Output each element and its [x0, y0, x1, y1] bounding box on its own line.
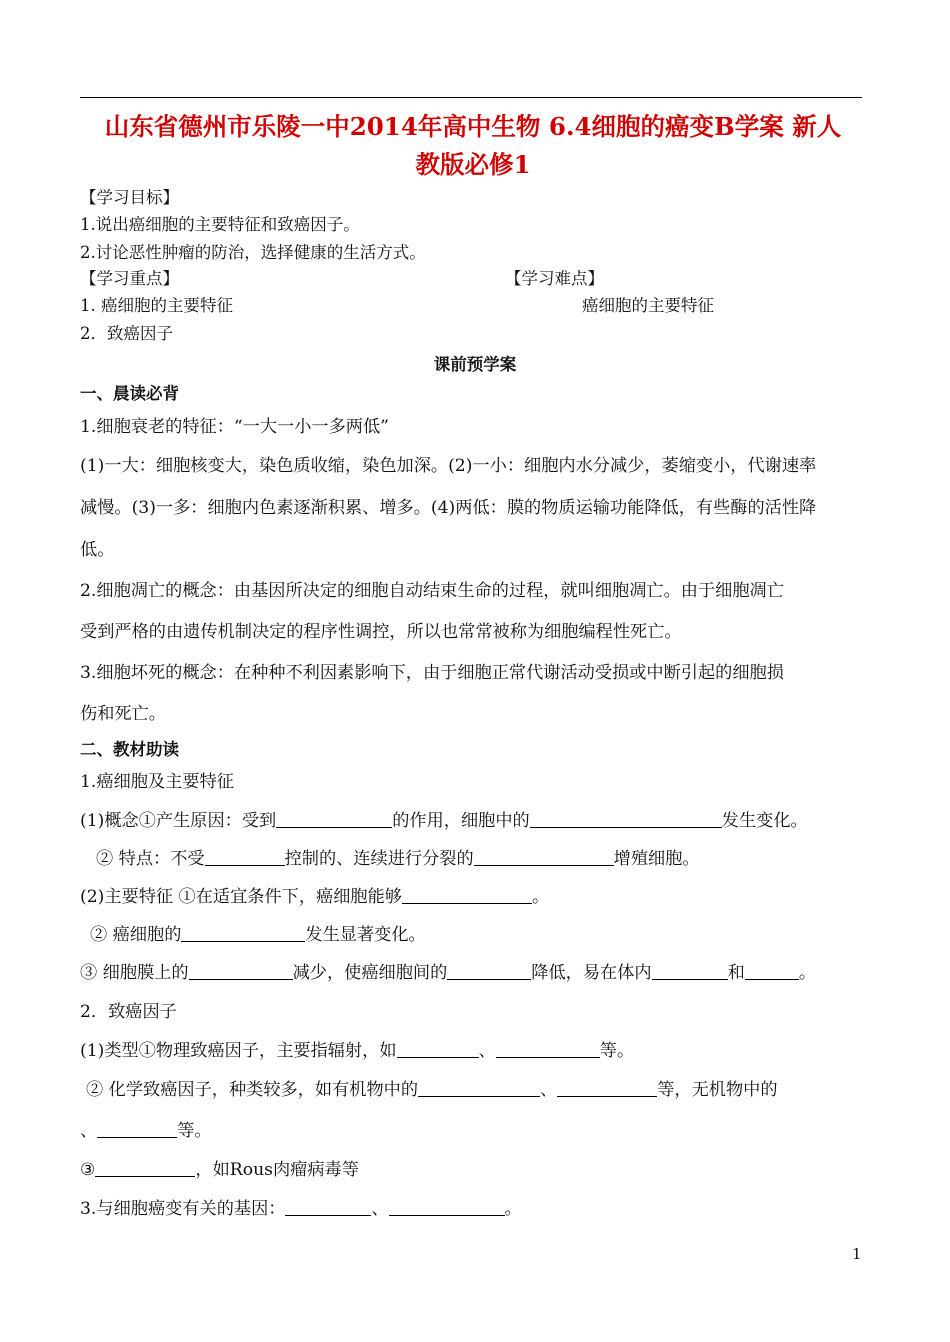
fill-blank[interactable] [652, 962, 728, 980]
q3-genes: 3.与细胞癌变有关的基因： 、 。 [80, 1199, 522, 1219]
q2-physical: (1)类型①物理致癌因子，主要指辐射，如 、 等。 [80, 1041, 635, 1061]
title-line-2: 教版必修1 [415, 150, 531, 179]
q1-feature: ② 特点：不受 控制的、连续进行分裂的 增殖细胞。 [96, 849, 700, 869]
aging-title: 1.细胞衰老的特征：“一大一小一多两低” [80, 417, 389, 437]
fill-blank[interactable] [95, 1159, 195, 1177]
section-title: 课前预学案 [433, 355, 517, 374]
part2-heading: 二、教材助读 [80, 740, 179, 759]
fill-blank[interactable] [530, 810, 722, 828]
q1-concept: (1)概念①产生原因：受到 的作用，细胞中的 发生变化。 [80, 811, 808, 831]
aging-text-line: 减慢。(3)一多：细胞内色素逐渐积累、增多。(4)两低：膜的物质运输功能降低，有些酶的活性降 [80, 498, 817, 518]
fill-blank[interactable] [474, 848, 614, 866]
key-point-item: 1. 癌细胞的主要特征 [80, 296, 233, 315]
q2-biological: ③ ，如Rous肉瘤病毒等 [80, 1160, 359, 1180]
necrosis-text-line: 伤和死亡。 [80, 704, 166, 724]
objective-item: 2.讨论恶性肿瘤的防治，选择健康的生活方式。 [80, 243, 426, 262]
part1-heading: 一、晨读必背 [80, 384, 179, 403]
fill-blank[interactable] [397, 1040, 479, 1058]
title-line-1: 山东省德州市乐陵一中2014年高中生物 6.4细胞的癌变B学案 新人 [104, 112, 842, 141]
difficulty-item: 癌细胞的主要特征 [582, 296, 714, 315]
fill-blank[interactable] [496, 1040, 600, 1058]
fill-blank[interactable] [402, 886, 532, 904]
fill-blank[interactable] [389, 1198, 505, 1216]
aging-text-line: 低。 [80, 540, 115, 560]
necrosis-text-line: 3.细胞坏死的概念：在种种不利因素影响下，由于细胞正常代谢活动受损或中断引起的细胞损 [80, 663, 784, 683]
top-rule [80, 97, 862, 98]
q1-main-feature-2: ② 癌细胞的 发生显著变化。 [90, 925, 426, 945]
fill-blank[interactable] [745, 962, 799, 980]
q2-chemical-2: 、 等。 [80, 1121, 212, 1141]
fill-blank[interactable] [276, 810, 392, 828]
q1-title: 1.癌细胞及主要特征 [80, 772, 234, 792]
fill-blank[interactable] [205, 848, 285, 866]
aging-text-line: (1)一大：细胞核变大，染色质收缩，染色加深。(2)一小：细胞内水分减少，萎缩变小，代谢速率 [80, 456, 817, 476]
fill-blank[interactable] [557, 1079, 657, 1097]
fill-blank[interactable] [97, 1120, 177, 1138]
key-point-item: 2．致癌因子 [80, 324, 173, 343]
fill-blank[interactable] [447, 962, 531, 980]
q2-chemical: ② 化学致癌因子，种类较多，如有机物中的 、 等，无机物中的 [86, 1080, 778, 1100]
difficulties-heading: 【学习难点】 [505, 269, 604, 288]
apoptosis-text-line: 2.细胞凋亡的概念：由基因所决定的细胞自动结束生命的过程，就叫细胞凋亡。由于细胞凋亡 [80, 581, 784, 601]
page-number: 1 [852, 1245, 862, 1263]
q1-main-feature-3: ③ 细胞膜上的 减少，使癌细胞间的 降低，易在体内 和 。 [80, 963, 817, 983]
objectives-heading: 【学习目标】 [80, 188, 179, 207]
document-title [78, 108, 868, 184]
key-points-heading: 【学习重点】 [80, 269, 179, 288]
fill-blank[interactable] [285, 1198, 371, 1216]
q1-main-feature: (2)主要特征 ①在适宜条件下，癌细胞能够 。 [80, 887, 550, 907]
apoptosis-text-line: 受到严格的由遗传机制决定的程序性调控，所以也常常被称为细胞编程性死亡。 [80, 622, 682, 642]
fill-blank[interactable] [189, 962, 293, 980]
q2-title: 2．致癌因子 [80, 1002, 177, 1022]
objective-item: 1.说出癌细胞的主要特征和致癌因子。 [80, 215, 360, 234]
fill-blank[interactable] [181, 924, 305, 942]
fill-blank[interactable] [418, 1079, 540, 1097]
